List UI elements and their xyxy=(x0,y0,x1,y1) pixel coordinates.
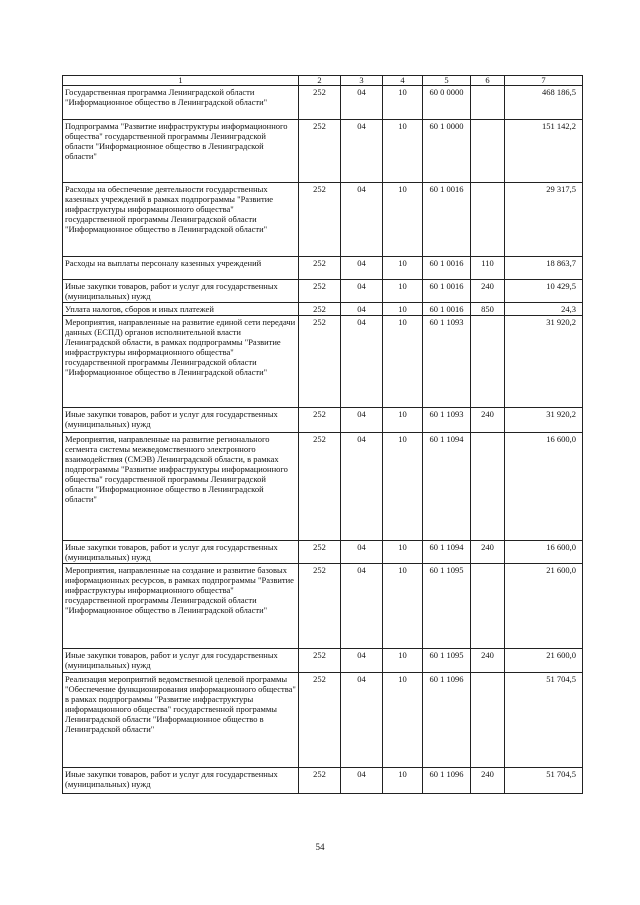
row-subsection-cell: 10 xyxy=(383,120,423,183)
row-target-article-cell: 60 1 0016 xyxy=(423,303,471,316)
row-amount-cell: 10 429,5 xyxy=(505,280,583,303)
row-expense-type-cell xyxy=(471,183,505,257)
row-admin-code-cell: 252 xyxy=(299,86,341,120)
row-subsection-cell: 10 xyxy=(383,768,423,794)
row-section-cell: 04 xyxy=(341,433,383,541)
row-name-cell: Расходы на обеспечение деятельности государственных казенных учреждений в рамках подпрограммы "Развитие инфраструктуры информационного общества" государственной программы Ленинградской области "Информационное общество в Ленинградской области" xyxy=(63,183,299,257)
header-cell: 7 xyxy=(505,76,583,86)
row-subsection-cell: 10 xyxy=(383,257,423,280)
row-admin-code-cell: 252 xyxy=(299,768,341,794)
table-header-row xyxy=(63,76,583,86)
row-section-cell: 04 xyxy=(341,541,383,564)
header-cell: 5 xyxy=(423,76,471,86)
row-amount-cell: 24,3 xyxy=(505,303,583,316)
row-expense-type-cell: 110 xyxy=(471,257,505,280)
table-row xyxy=(63,280,583,303)
header-cell: 6 xyxy=(471,76,505,86)
row-subsection-cell: 10 xyxy=(383,86,423,120)
row-subsection-cell: 10 xyxy=(383,433,423,541)
row-section-cell: 04 xyxy=(341,86,383,120)
row-amount-cell: 31 920,2 xyxy=(505,408,583,433)
row-target-article-cell: 60 1 0016 xyxy=(423,183,471,257)
row-section-cell: 04 xyxy=(341,673,383,768)
row-name-cell: Иные закупки товаров, работ и услуг для государственных (муниципальных) нужд xyxy=(63,541,299,564)
row-target-article-cell: 60 1 1093 xyxy=(423,316,471,408)
row-subsection-cell: 10 xyxy=(383,408,423,433)
row-admin-code-cell: 252 xyxy=(299,649,341,673)
row-subsection-cell: 10 xyxy=(383,673,423,768)
row-section-cell: 04 xyxy=(341,303,383,316)
row-subsection-cell: 10 xyxy=(383,316,423,408)
row-amount-cell: 16 600,0 xyxy=(505,541,583,564)
table-row xyxy=(63,408,583,433)
row-subsection-cell: 10 xyxy=(383,564,423,649)
table-row xyxy=(63,183,583,257)
row-admin-code-cell: 252 xyxy=(299,541,341,564)
row-section-cell: 04 xyxy=(341,183,383,257)
row-name-cell: Уплата налогов, сборов и иных платежей xyxy=(63,303,299,316)
row-section-cell: 04 xyxy=(341,257,383,280)
row-expense-type-cell: 850 xyxy=(471,303,505,316)
row-expense-type-cell xyxy=(471,86,505,120)
row-amount-cell: 16 600,0 xyxy=(505,433,583,541)
row-admin-code-cell: 252 xyxy=(299,183,341,257)
row-name-cell: Иные закупки товаров, работ и услуг для государственных (муниципальных) нужд xyxy=(63,280,299,303)
row-subsection-cell: 10 xyxy=(383,649,423,673)
table-row xyxy=(63,86,583,120)
row-section-cell: 04 xyxy=(341,768,383,794)
row-section-cell: 04 xyxy=(341,649,383,673)
row-name-cell: Мероприятия, направленные на развитие регионального сегмента системы межведомственного электронного взаимодействия (СМЭВ) Ленинградской области, в рамках подпрограммы "Развитие инфраструктуры информационного общества" государственной программы Ленинградской области "Информационное общество в Ленинградской области" xyxy=(63,433,299,541)
row-amount-cell: 51 704,5 xyxy=(505,673,583,768)
row-expense-type-cell xyxy=(471,673,505,768)
row-target-article-cell: 60 1 1094 xyxy=(423,433,471,541)
row-name-cell: Расходы на выплаты персоналу казенных учреждений xyxy=(63,257,299,280)
budget-table-body xyxy=(63,76,583,794)
row-expense-type-cell xyxy=(471,433,505,541)
page-number: 54 xyxy=(315,842,325,852)
row-target-article-cell: 60 1 1095 xyxy=(423,649,471,673)
row-amount-cell: 51 704,5 xyxy=(505,768,583,794)
row-admin-code-cell: 252 xyxy=(299,303,341,316)
row-expense-type-cell: 240 xyxy=(471,649,505,673)
row-target-article-cell: 60 1 0016 xyxy=(423,280,471,303)
table-row xyxy=(63,120,583,183)
row-name-cell: Реализация мероприятий ведомственной целевой программы "Обеспечение функционирования информационного общества" в рамках подпрограммы "Развитие инфраструктуры информационного общества" государственной программы Ленинградской области "Информационное общество в Ленинградской области" xyxy=(63,673,299,768)
row-amount-cell: 29 317,5 xyxy=(505,183,583,257)
row-expense-type-cell: 240 xyxy=(471,280,505,303)
row-amount-cell: 468 186,5 xyxy=(505,86,583,120)
row-section-cell: 04 xyxy=(341,564,383,649)
row-target-article-cell: 60 1 1095 xyxy=(423,564,471,649)
row-target-article-cell: 60 1 0000 xyxy=(423,120,471,183)
row-amount-cell: 151 142,2 xyxy=(505,120,583,183)
row-expense-type-cell xyxy=(471,564,505,649)
row-subsection-cell: 10 xyxy=(383,541,423,564)
table-row xyxy=(63,433,583,541)
row-target-article-cell: 60 1 1094 xyxy=(423,541,471,564)
row-admin-code-cell: 252 xyxy=(299,564,341,649)
row-expense-type-cell: 240 xyxy=(471,408,505,433)
row-name-cell: Государственная программа Ленинградской области "Информационное общество в Ленинградской области" xyxy=(63,86,299,120)
row-name-cell: Иные закупки товаров, работ и услуг для государственных (муниципальных) нужд xyxy=(63,768,299,794)
row-name-cell: Иные закупки товаров, работ и услуг для государственных (муниципальных) нужд xyxy=(63,408,299,433)
row-target-article-cell: 60 1 0016 xyxy=(423,257,471,280)
row-admin-code-cell: 252 xyxy=(299,673,341,768)
row-name-cell: Иные закупки товаров, работ и услуг для государственных (муниципальных) нужд xyxy=(63,649,299,673)
budget-table xyxy=(62,75,583,794)
header-cell: 3 xyxy=(341,76,383,86)
header-cell: 4 xyxy=(383,76,423,86)
row-target-article-cell: 60 0 0000 xyxy=(423,86,471,120)
row-name-cell: Подпрограмма "Развитие инфраструктуры информационного общества" государственной программы Ленинградской области "Информационное общество в Ленинградской области" xyxy=(63,120,299,183)
row-name-cell: Мероприятия, направленные на развитие единой сети передачи данных (ЕСПД) органов исполнительной власти Ленинградской области, в рамках подпрограммы "Развитие инфраструктуры информационного общества" государственной программы Ленинградской области "Информационное общество в Ленинградской области" xyxy=(63,316,299,408)
table-row xyxy=(63,303,583,316)
table-row xyxy=(63,564,583,649)
row-subsection-cell: 10 xyxy=(383,303,423,316)
row-admin-code-cell: 252 xyxy=(299,280,341,303)
row-admin-code-cell: 252 xyxy=(299,433,341,541)
table-row xyxy=(63,673,583,768)
row-section-cell: 04 xyxy=(341,120,383,183)
table-row xyxy=(63,768,583,794)
budget-table-sheet xyxy=(62,75,582,794)
row-section-cell: 04 xyxy=(341,408,383,433)
row-amount-cell: 18 863,7 xyxy=(505,257,583,280)
row-subsection-cell: 10 xyxy=(383,280,423,303)
table-row xyxy=(63,316,583,408)
row-admin-code-cell: 252 xyxy=(299,316,341,408)
header-cell: 2 xyxy=(299,76,341,86)
table-row xyxy=(63,541,583,564)
row-amount-cell: 21 600,0 xyxy=(505,649,583,673)
header-cell: 1 xyxy=(63,76,299,86)
row-admin-code-cell: 252 xyxy=(299,257,341,280)
row-amount-cell: 21 600,0 xyxy=(505,564,583,649)
row-amount-cell: 31 920,2 xyxy=(505,316,583,408)
table-row xyxy=(63,257,583,280)
row-expense-type-cell: 240 xyxy=(471,541,505,564)
table-row xyxy=(63,649,583,673)
row-section-cell: 04 xyxy=(341,280,383,303)
row-expense-type-cell xyxy=(471,316,505,408)
row-target-article-cell: 60 1 1096 xyxy=(423,768,471,794)
row-expense-type-cell: 240 xyxy=(471,768,505,794)
row-admin-code-cell: 252 xyxy=(299,120,341,183)
row-expense-type-cell xyxy=(471,120,505,183)
row-target-article-cell: 60 1 1093 xyxy=(423,408,471,433)
row-name-cell: Мероприятия, направленные на создание и развитие базовых информационных ресурсов, в рамках подпрограммы "Развитие инфраструктуры информационного общества" государственной программы Ленинградской области "Информационное общество в Ленинградской области" xyxy=(63,564,299,649)
row-subsection-cell: 10 xyxy=(383,183,423,257)
row-section-cell: 04 xyxy=(341,316,383,408)
row-target-article-cell: 60 1 1096 xyxy=(423,673,471,768)
row-admin-code-cell: 252 xyxy=(299,408,341,433)
